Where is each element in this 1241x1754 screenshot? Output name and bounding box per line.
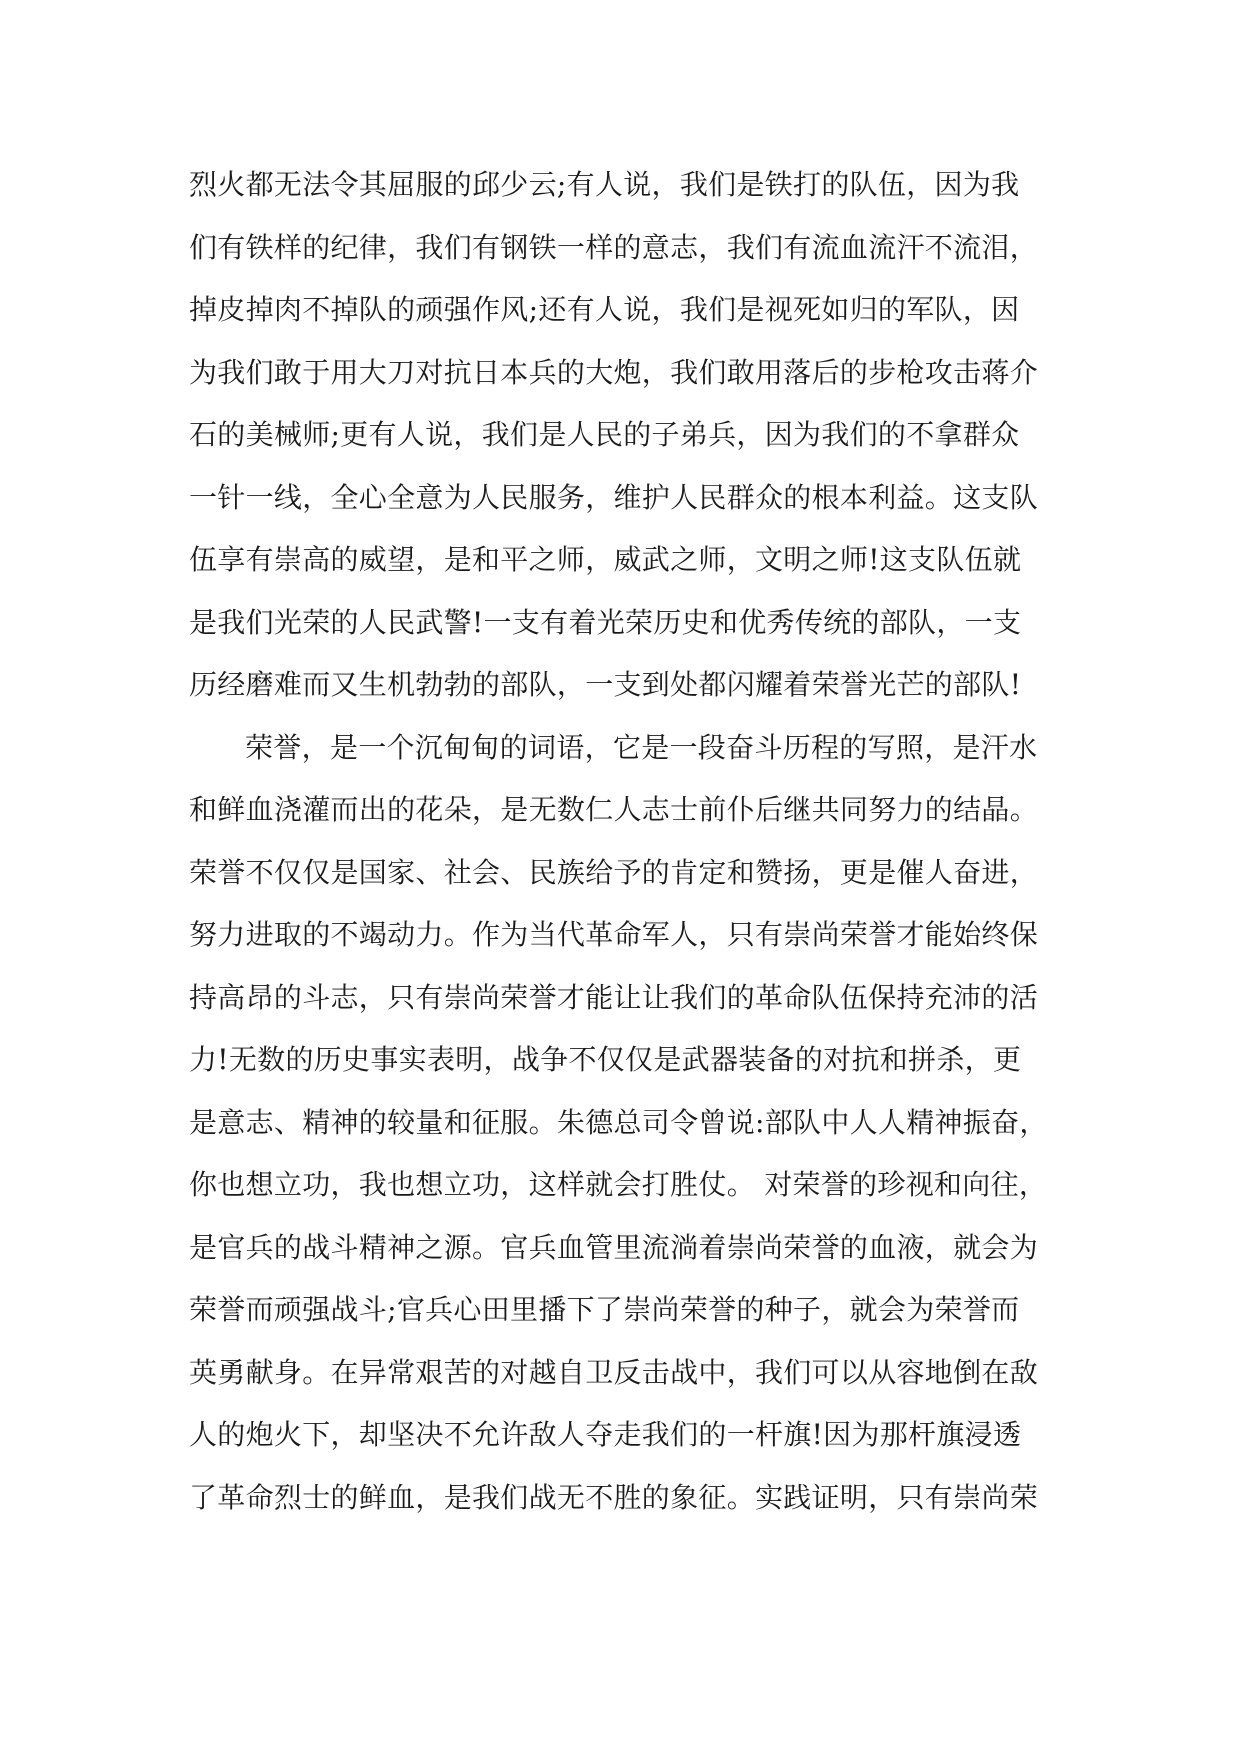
text-line: 持高昂的斗志，只有崇尚荣誉才能让让我们的革命队伍保持充沛的活 — [189, 980, 1039, 1014]
text-line: 荣誉不仅仅是国家、社会、民族给予的肯定和赞扬，更是催人奋进， — [189, 855, 1039, 889]
text-line: 伍享有崇高的威望，是和平之师，威武之师，文明之师!这支队伍就 — [189, 543, 1022, 576]
body-text — [189, 154, 1069, 1529]
text-line: 是意志、精神的较量和征服。朱德总司令曾说:部队中人人精神振奋， — [189, 1105, 1048, 1139]
text-line: 烈火都无法令其屈服的邱少云;有人说，我们是铁打的队伍，因为我 — [189, 168, 1020, 201]
text-line: 是官兵的战斗精神之源。官兵血管里流淌着崇尚荣誉的血液，就会为 — [189, 1230, 1039, 1264]
text-line: 历经磨难而又生机勃勃的部队，一支到处都闪耀着荣誉光芒的部队! — [189, 668, 1022, 701]
text-line: 力!无数的历史事实表明，战争不仅仅是武器装备的对抗和拼杀，更 — [189, 1043, 1022, 1076]
text-line: 你也想立功，我也想立功，这样就会打胜仗。 对荣誉的珍视和向往， — [189, 1168, 1048, 1201]
text-line: 了革命烈士的鲜血，是我们战无不胜的象征。实践证明，只有崇尚荣 — [189, 1480, 1039, 1514]
text-line: 为我们敢于用大刀对抗日本兵的大炮，我们敢用落后的步枪攻击蒋介 — [189, 355, 1039, 389]
text-line: 石的美械师;更有人说，我们是人民的子弟兵，因为我们的不拿群众 — [189, 418, 1020, 451]
text-line: 英勇献身。在异常艰苦的对越自卫反击战中，我们可以从容地倒在敌 — [189, 1355, 1039, 1389]
text-line: 努力进取的不竭动力。作为当代革命军人，只有崇尚荣誉才能始终保 — [189, 918, 1039, 951]
text-line: 们有铁样的纪律，我们有钢铁一样的意志，我们有流血流汗不流泪， — [189, 230, 1039, 264]
text-line: 掉皮掉肉不掉队的顽强作风;还有人说，我们是视死如归的军队，因 — [189, 293, 1020, 326]
text-line: 一针一线，全心全意为人民服务，维护人民群众的根本利益。这支队 — [189, 480, 1039, 514]
text-line: 人的炮火下，却坚决不允许敌人夺走我们的一杆旗!因为那杆旗浸透 — [189, 1418, 1022, 1451]
paragraph-start-line: 荣誉，是一个沉甸甸的词语，它是一段奋斗历程的写照，是汗水 — [245, 730, 1038, 764]
text-line: 是我们光荣的人民武警!一支有着光荣历史和优秀传统的部队，一支 — [189, 605, 1022, 639]
text-line: 和鲜血浇灌而出的花朵，是无数仁人志士前仆后继共同努力的结晶。 — [189, 793, 1039, 826]
text-line: 荣誉而顽强战斗;官兵心田里播下了崇尚荣誉的种子，就会为荣誉而 — [189, 1293, 1020, 1326]
